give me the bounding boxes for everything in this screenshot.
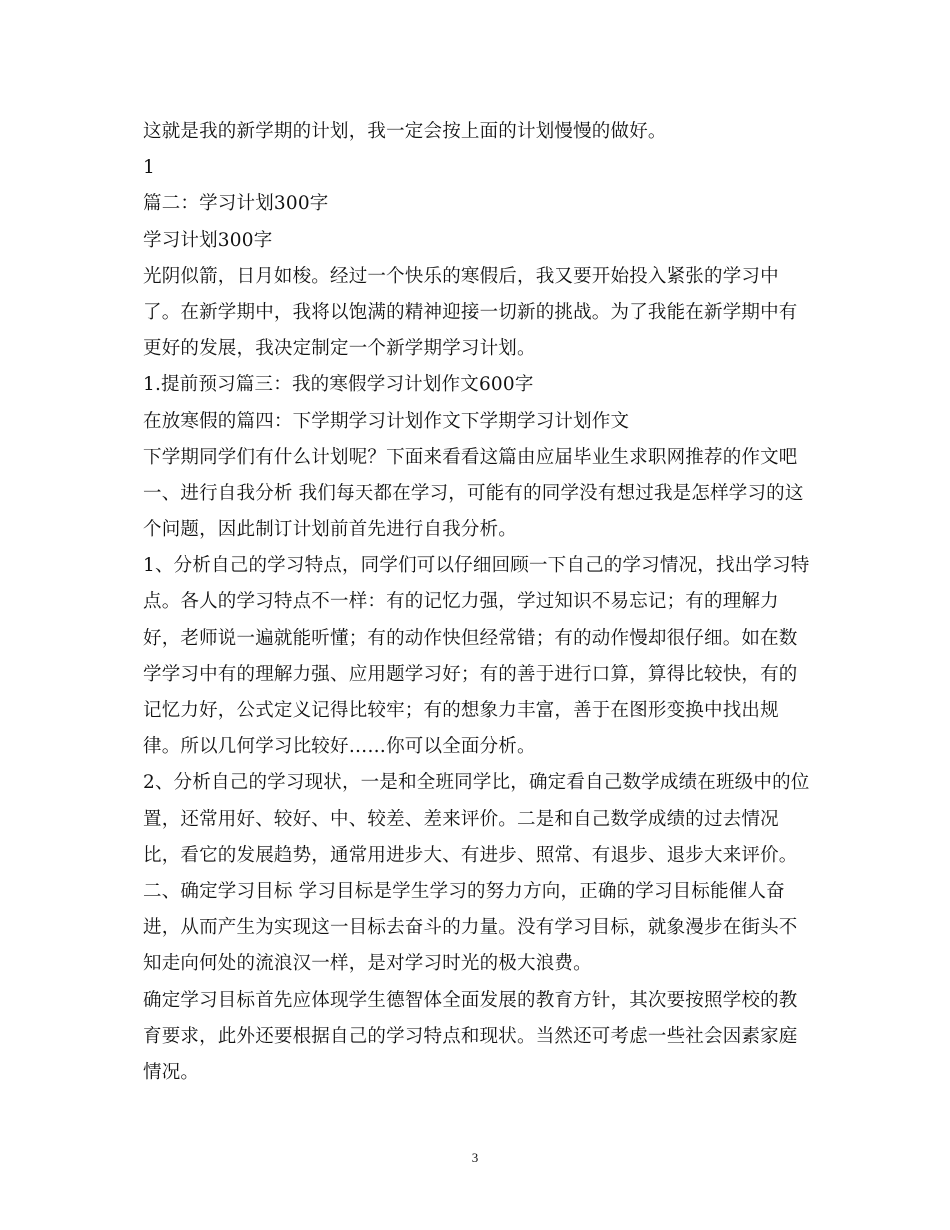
text-line: 1、分析自己的学习特点，同学们可以仔细回顾一下自己的学习情况，找出学习特 (143, 555, 810, 577)
text-line: 进，从而产生为实现这一目标去奋斗的力量。没有学习目标，就象漫步在街头不 (143, 917, 798, 939)
page-number: 3 (471, 1150, 479, 1165)
text-line: 一、进行自我分析 我们每天都在学习，可能有的同学没有想过我是怎样学习的这 (143, 482, 804, 504)
text-line: 育要求，此外还要根据自己的学习特点和现状。当然还可考虑一些社会因素家庭 (143, 1025, 798, 1047)
text-line: 二、确定学习目标 学习目标是学生学习的努力方向，正确的学习目标能催人奋 (143, 880, 785, 902)
text-line: 了。在新学期中，我将以饱满的精神迎接一切新的挑战。为了我能在新学期中有 (143, 301, 798, 323)
text-line: 比，看它的发展趋势，通常用进步大、有进步、照常、有退步、退步大来评价。 (143, 844, 798, 866)
text-line: 光阴似箭，日月如梭。经过一个快乐的寒假后，我又要开始投入紧张的学习中 (143, 265, 779, 287)
text-line: 情况。 (143, 1061, 200, 1083)
text-line: 篇二：学习计划300字 (143, 193, 329, 215)
text-line: 个问题，因此制订计划前首先进行自我分析。 (143, 519, 518, 541)
text-line: 点。各人的学习特点不一样：有的记忆力强，学过知识不易忘记；有的理解力 (143, 591, 779, 613)
text-line: 2、分析自己的学习现状，一是和全班同学比，确定看自己数学成绩在班级中的位 (143, 772, 810, 794)
text-line: 这就是我的新学期的计划，我一定会按上面的计划慢慢的做好。 (143, 121, 667, 142)
text-line: 置，还常用好、较好、中、较差、差来评价。二是和自己数学成绩的过去情况 (143, 808, 779, 830)
text-line: 知走向何处的流浪汉一样，是对学习时光的极大浪费。 (143, 953, 592, 975)
text-line: 学习计划300字 (143, 229, 273, 251)
text-line: 好，老师说一遍就能听懂；有的动作快但经常错；有的动作慢却很仔细。如在数 (143, 627, 798, 649)
document-body (143, 114, 823, 1091)
text-line: 学学习中有的理解力强、应用题学习好；有的善于进行口算，算得比较快，有的 (143, 663, 798, 685)
text-line: 确定学习目标首先应体现学生德智体全面发展的教育方针，其次要按照学校的教 (143, 989, 798, 1011)
text-line: 1.提前预习篇三：我的寒假学习计划作文600字 (143, 374, 534, 396)
text-line: 1 (143, 157, 155, 179)
text-line: 律。所以几何学习比较好……你可以全面分析。 (143, 736, 536, 758)
text-line: 在放寒假的篇四：下学期学习计划作文下学期学习计划作文 (143, 410, 630, 432)
text-line: 更好的发展，我决定制定一个新学期学习计划。 (143, 338, 536, 360)
text-line: 记忆力好，公式定义记得比较牢；有的想象力丰富，善于在图形变换中找出规 (143, 700, 779, 721)
text-line: 下学期同学们有什么计划呢？下面来看看这篇由应届毕业生求职网推荐的作文吧 (143, 446, 798, 468)
